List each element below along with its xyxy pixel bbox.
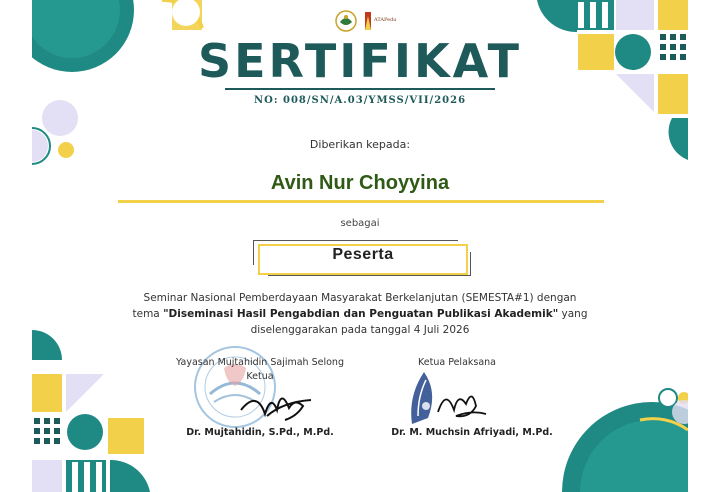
certificate-title: SERTIFIKAT bbox=[198, 34, 522, 88]
left-signer-name: Dr. Mujtahidin, S.Pd., M.Pd. bbox=[186, 427, 334, 438]
title-underline bbox=[225, 88, 495, 90]
atapedu-logo-text: ATAPedu bbox=[374, 17, 397, 23]
left-signer-organization: Yayasan Mujtahidin Sajimah Selong bbox=[176, 357, 344, 368]
description-suffix: yang bbox=[558, 308, 588, 320]
event-description bbox=[92, 290, 628, 338]
role-text: Peserta bbox=[332, 246, 394, 263]
signature-left bbox=[237, 380, 317, 424]
right-signer-name: Dr. M. Muchsin Afriyadi, M.Pd. bbox=[391, 427, 553, 438]
name-underline bbox=[118, 200, 604, 203]
given-to-label: Diberikan kepada: bbox=[309, 138, 411, 151]
right-signer-position: Ketua Pelaksana bbox=[418, 357, 496, 368]
left-signer-position: Ketua bbox=[246, 371, 274, 382]
as-label: sebagai bbox=[340, 218, 380, 229]
description-date: diselenggarakan pada tanggal 4 Juli 2026 bbox=[250, 324, 470, 336]
certificate-number: NO: 008/SN/A.03/YMSS/VII/2026 bbox=[253, 95, 467, 106]
event-theme: "Diseminasi Hasil Pengabdian dan Penguatan Publikasi Akademik" bbox=[163, 308, 559, 320]
recipient-name: Avin Nur Choyyina bbox=[270, 172, 450, 194]
signature-right bbox=[432, 380, 492, 424]
certificate bbox=[32, 0, 688, 492]
description-line-1: Seminar Nasional Pemberdayaan Masyarakat Berkelanjutan (SEMESTA#1) dengan bbox=[143, 292, 577, 304]
description-prefix: tema bbox=[132, 308, 164, 320]
